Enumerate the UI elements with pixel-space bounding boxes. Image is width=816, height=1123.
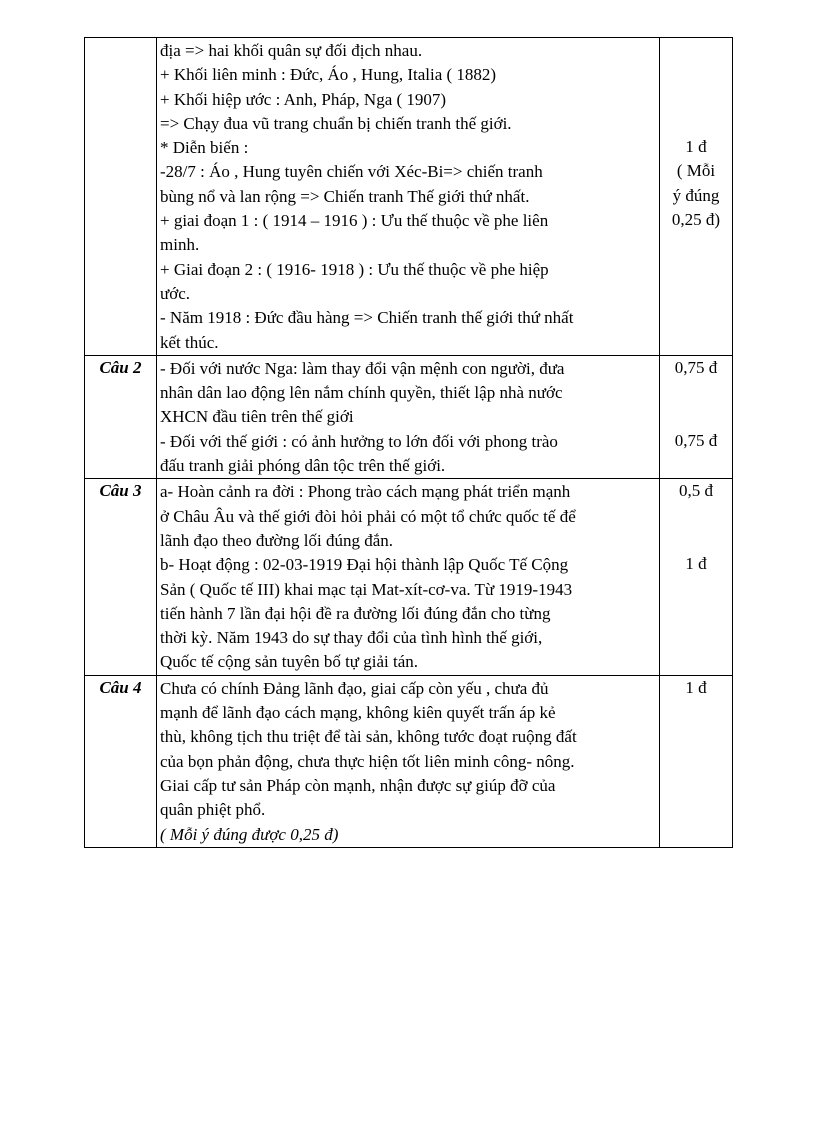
score-label: 0,25 đ) bbox=[671, 210, 721, 230]
scoring-note: ( Mỗi ý đúng được 0,25 đ) bbox=[160, 824, 339, 844]
score-cell bbox=[660, 38, 733, 356]
score-label: 0,75 đ bbox=[674, 357, 718, 377]
table-row-cau-2 bbox=[85, 355, 733, 478]
answer-line: + giai đoạn 1 : ( 1914 – 1916 ) : Ưu thế thuộc về phe liên bbox=[160, 211, 549, 231]
question-cell: Câu 2 bbox=[85, 355, 157, 478]
score-label: 1 đ bbox=[685, 554, 707, 574]
answer-line: quân phiệt phổ. bbox=[160, 800, 266, 820]
answer-line: tiến hành 7 lần đại hội đề ra đường lối đúng đắn cho từng bbox=[160, 603, 551, 623]
score-label: 0,75 đ bbox=[674, 430, 718, 450]
answer-line: lãnh đạo theo đường lối đúng đắn. bbox=[160, 530, 394, 550]
question-cell: Câu 4 bbox=[85, 675, 157, 847]
answer-line: ước. bbox=[160, 283, 190, 303]
answer-line: a- Hoàn cảnh ra đời : Phong trào cách mạng phát triển mạnh bbox=[160, 482, 571, 502]
answer-line: -28/7 : Áo , Hung tuyên chiến với Xéc-Bi=> chiến tranh bbox=[160, 162, 543, 182]
answer-line: thù, không tịch thu triệt để tài sản, không tước đoạt ruộng đất bbox=[160, 727, 577, 747]
question-cell bbox=[85, 38, 157, 356]
answer-line: của bọn phản động, chưa thực hiện tốt liên minh công- nông. bbox=[160, 751, 575, 771]
answer-line: địa => hai khối quân sự đối địch nhau. bbox=[160, 41, 423, 60]
score-label: ý đúng bbox=[672, 185, 720, 205]
table-row-cau-3 bbox=[85, 479, 733, 675]
answer-line: Chưa có chính Đảng lãnh đạo, giai cấp còn yếu , chưa đủ bbox=[160, 678, 549, 698]
score-cell bbox=[660, 675, 733, 847]
score-label: ( Mỗi bbox=[676, 161, 716, 181]
answer-line: + Giai đoạn 2 : ( 1916- 1918 ) : Ưu thế thuộc về phe hiệp bbox=[160, 259, 549, 279]
answer-line: - Đối với nước Nga: làm thay đổi vận mệnh con người, đưa bbox=[160, 358, 565, 378]
answer-content-cell bbox=[157, 675, 660, 847]
answer-line: b- Hoạt động : 02-03-1919 Đại hội thành lập Quốc Tế Cộng bbox=[160, 555, 569, 575]
answer-line: - Năm 1918 : Đức đầu hàng => Chiến tranh thế giới thứ nhất bbox=[160, 308, 574, 328]
answer-line: - Đối với thế giới : có ảnh hưởng to lớn đối với phong trào bbox=[160, 431, 558, 451]
answer-line: đấu tranh giải phóng dân tộc trên thế giới. bbox=[160, 456, 446, 476]
table-row-continuation bbox=[85, 38, 733, 356]
answer-line: ở Châu Âu và thế giới đòi hỏi phải có một tổ chức quốc tế để bbox=[160, 506, 576, 526]
score-label: 1 đ bbox=[685, 677, 707, 697]
answer-line: => Chạy đua vũ trang chuẩn bị chiến tranh thế giới. bbox=[160, 113, 512, 133]
answer-line: + Khối hiệp ước : Anh, Pháp, Nga ( 1907) bbox=[160, 89, 447, 109]
answer-line: kết thúc. bbox=[160, 332, 219, 352]
score-cell bbox=[660, 355, 733, 478]
answer-content-cell bbox=[157, 479, 660, 675]
score-label: 0,5 đ bbox=[679, 481, 713, 501]
answer-line: + Khối liên minh : Đức, Áo , Hung, Italia ( 1882) bbox=[160, 65, 497, 85]
score-label: 1 đ bbox=[685, 137, 707, 157]
answer-line: mạnh để lãnh đạo cách mạng, không kiên quyết trấn áp kẻ bbox=[160, 703, 556, 723]
answer-content-cell bbox=[157, 38, 660, 356]
answer-line: nhân dân lao động lên nắm chính quyền, thiết lập nhà nước bbox=[160, 383, 563, 403]
question-cell: Câu 3 bbox=[85, 479, 157, 675]
answer-line: Giai cấp tư sản Pháp còn mạnh, nhận được sự giúp đỡ của bbox=[160, 775, 556, 795]
answer-line: Sản ( Quốc tế III) khai mạc tại Mat-xít-cơ-va. Từ 1919-1943 bbox=[160, 579, 573, 599]
answer-line: minh. bbox=[160, 235, 200, 255]
answer-line: XHCN đầu tiên trên thế giới bbox=[160, 407, 354, 427]
score-cell bbox=[660, 479, 733, 675]
answer-line: bùng nổ và lan rộng => Chiến tranh Thế giới thứ nhất. bbox=[160, 186, 530, 206]
answer-line: thời kỳ. Năm 1943 do sự thay đổi của tình hình thế giới, bbox=[160, 628, 543, 648]
answer-line: * Diễn biến : bbox=[160, 138, 249, 158]
answer-content-cell bbox=[157, 355, 660, 478]
answer-line: Quốc tế cộng sản tuyên bố tự giải tán. bbox=[160, 652, 419, 672]
table-row-cau-4 bbox=[85, 675, 733, 847]
answer-key-table bbox=[84, 37, 733, 848]
